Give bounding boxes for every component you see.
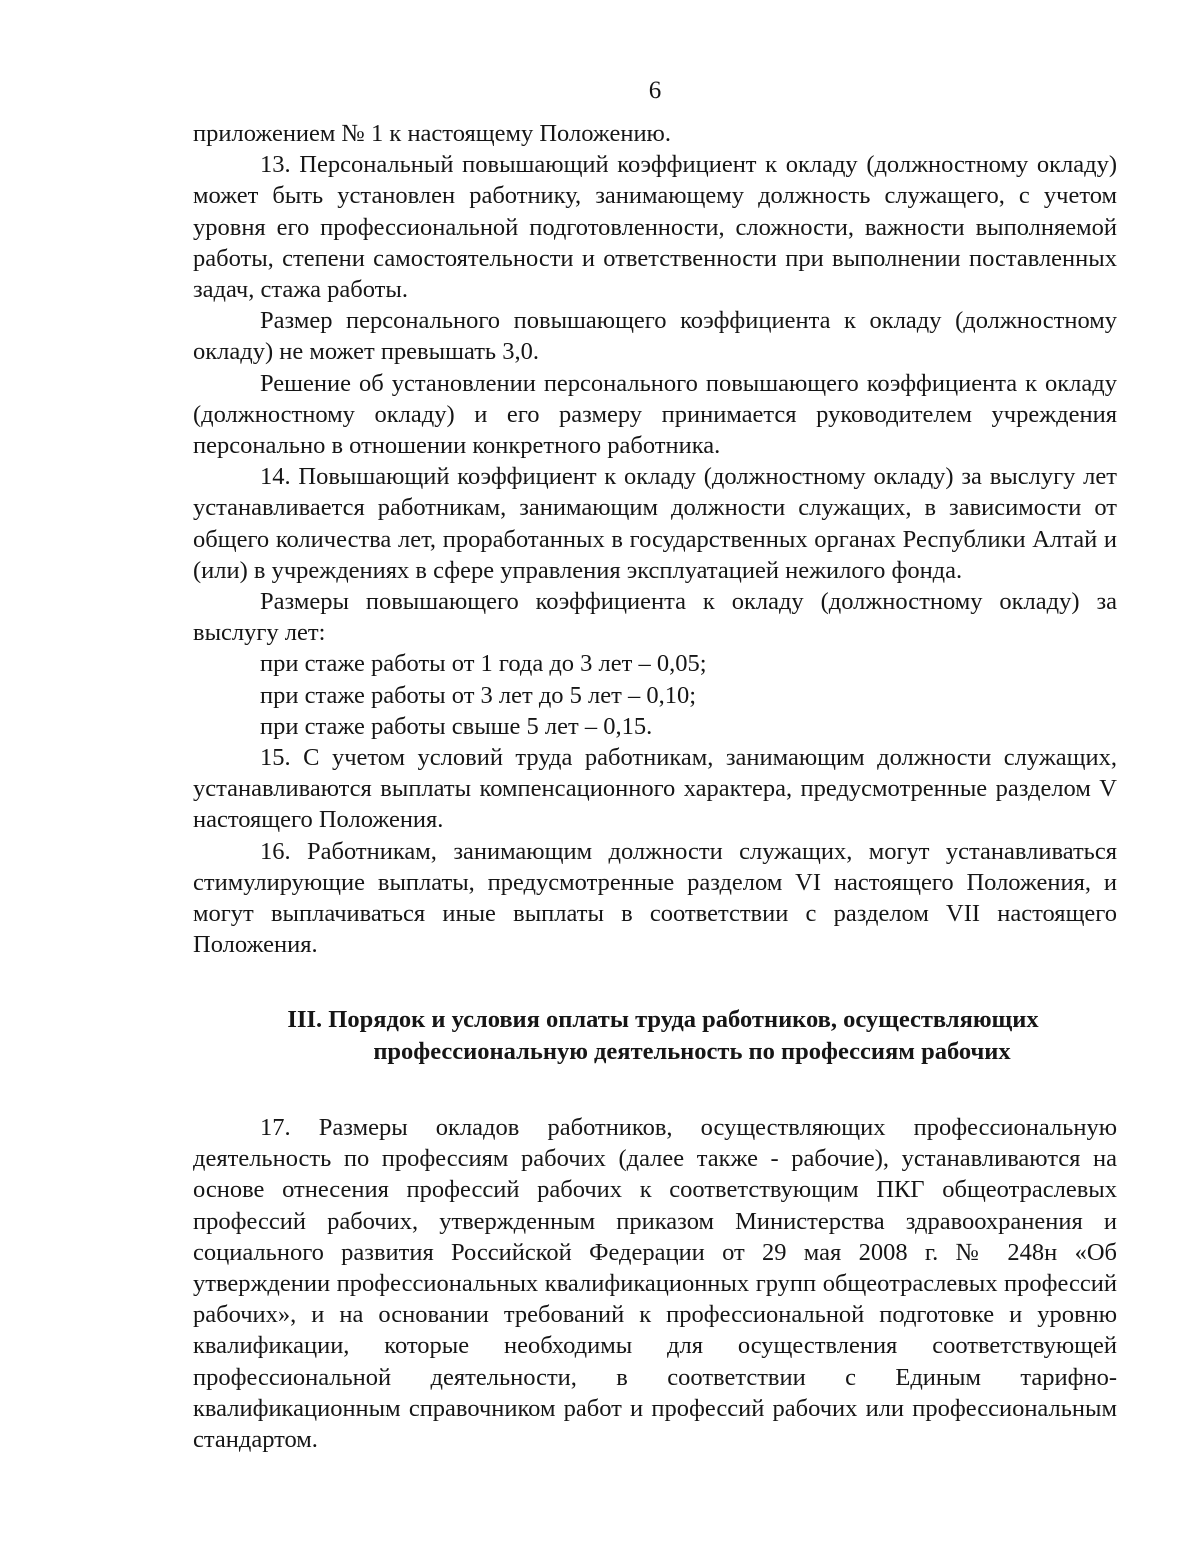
paragraph-item-13: 13. Персональный повышающий коэффициент к окладу (должностному окладу) может быть установлен работнику, занимающему должность служащего, с учетом уровня его профессиональной подготовленности, сложности, важности выполняемой работы, степени самостоятельности и ответственности при выполнении поставленных задач, стажа работы.	[193, 151, 1117, 304]
paragraph-item-17: 17. Размеры окладов работников, осуществляющих профессиональную деятельность по профессиям рабочих (далее также - рабочие), устанавливаются на основе отнесения профессий рабочих к соответствующим ПКГ общеотраслевых профессий рабочих, утвержденным приказом Министерства здравоохранения и социального развития Российской Федерации от 29 мая 2008 г. № 248н «Об утверждении профессиональных квалификационных групп общеотраслевых профессий рабочих», и на основании требований к профессиональной подготовке и уровню квалификации, которые необходимы для осуществления соответствующей профессиональной деятельности, в соответствии с Единым тарифно-квалификационным справочником работ и профессий рабочих или профессиональным стандартом.	[193, 1113, 1117, 1453]
document-body	[193, 118, 1117, 1455]
section-heading-line-2: профессиональную деятельность по профессиям рабочих	[373, 1037, 1011, 1065]
paragraph-continuation: приложением № 1 к настоящему Положению.	[193, 120, 671, 147]
paragraph-coefficient-limit: Размер персонального повышающего коэффициента к окладу (должностному окладу) не может превышать 3,0.	[193, 307, 1117, 366]
section-heading-line-1: III. Порядок и условия оплаты труда работников, осуществляющих	[287, 1006, 1039, 1034]
section-heading	[193, 1004, 1117, 1066]
paragraph-item-14: 14. Повышающий коэффициент к окладу (должностному окладу) за выслугу лет устанавливается работникам, занимающим должности служащих, в зависимости от общего количества лет, проработанных в государственных органах Республики Алтай и (или) в учреждениях в сфере управления эксплуатацией нежилого фонда.	[193, 463, 1117, 584]
paragraph-coefficient-decision: Решение об установлении персонального повышающего коэффициента к окладу (должностному окладу) и его размеру принимается руководителем учреждения персонально в отношении конкретного работника.	[193, 369, 1117, 460]
seniority-item-3: при стаже работы свыше 5 лет – 0,15.	[260, 712, 653, 740]
paragraph-item-16: 16. Работникам, занимающим должности служащих, могут устанавливаться стимулирующие выплаты, предусмотренные разделом VI настоящего Положения, и могут выплачиваться иные выплаты в соответствии с разделом VII настоящего Положения.	[193, 837, 1117, 959]
paragraph-item-15: 15. С учетом условий труда работникам, занимающим должности служащих, устанавливаются выплаты компенсационного характера, предусмотренные разделом V настоящего Положения.	[193, 744, 1117, 834]
page-number: 6	[648, 77, 662, 104]
seniority-item-2: при стаже работы от 3 лет до 5 лет – 0,10;	[260, 681, 697, 709]
paragraph-seniority-sizes: Размеры повышающего коэффициента к окладу (должностному окладу) за выслугу лет:	[193, 588, 1117, 647]
seniority-item-1: при стаже работы от 1 года до 3 лет – 0,05;	[260, 650, 707, 678]
